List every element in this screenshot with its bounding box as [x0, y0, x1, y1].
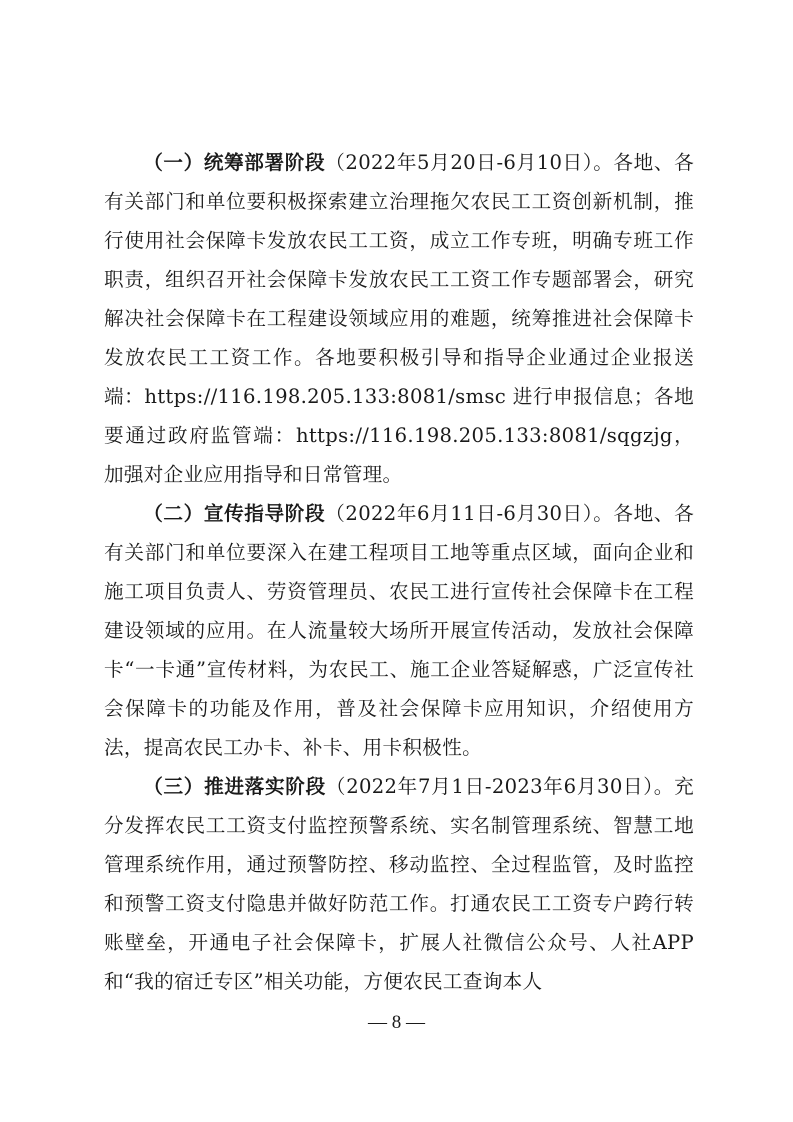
paragraph-text: （2022年6月11日-6月30日）。各地、各有关部门和单位要深入在建工程项目工地等重点区域，面向企业和施工项目负责人、劳资管理员、农民工进行宣传社会保障卡在工程建设领域的应用。在人流量较大场所开展宣传活动，发放社会保障卡“一卡通”宣传材料，为农民工、施工企业答疑解惑，广泛宣传社会保障卡的功能及作用，普及社会保障卡应用知识，介绍使用方法，提高农民工办卡、补卡、用卡积极性。 — [104, 502, 694, 759]
page-number: — 8 — — [368, 1012, 425, 1033]
document-body — [104, 143, 694, 1001]
paragraph-phase-2 — [104, 494, 694, 767]
paragraph-phase-1 — [104, 143, 694, 494]
paragraph-heading: （一）统筹部署阶段 — [143, 151, 326, 174]
paragraph-phase-3 — [104, 767, 694, 1001]
paragraph-heading: （二）宣传指导阶段 — [143, 502, 326, 525]
paragraph-text: （2022年5月20日-6月10日）。各地、各有关部门和单位要积极探索建立治理拖欠农民工工资创新机制，推行使用社会保障卡发放农民工工资，成立工作专班，明确专班工作职责，组织召开社会保障卡发放农民工工资工作专题部署会，研究解决社会保障卡在工程建设领域应用的难题，统筹推进社会保障卡发放农民工工资工作。各地要积极引导和指导企业通过企业报送端：https://116.198.205.133:8081/smsc 进行申报信息；各地要通过政府监管端：https://116.198.205.133:8081/sqgzjg，加强对企业应用指导和日常管理。 — [104, 151, 694, 486]
paragraph-heading: （三）推进落实阶段 — [143, 775, 326, 798]
paragraph-text: （2022年7月1日-2023年6月30日）。充分发挥农民工工资支付监控预警系统、实名制管理系统、智慧工地管理系统作用，通过预警防控、移动监控、全过程监管，及时监控和预警工资支付隐患并做好防范工作。打通农民工工资专户跨行转账壁垒，开通电子社会保障卡，扩展人社微信公众号、人社APP和“我的宿迁专区”相关功能，方便农民工查询本人 — [104, 775, 694, 993]
